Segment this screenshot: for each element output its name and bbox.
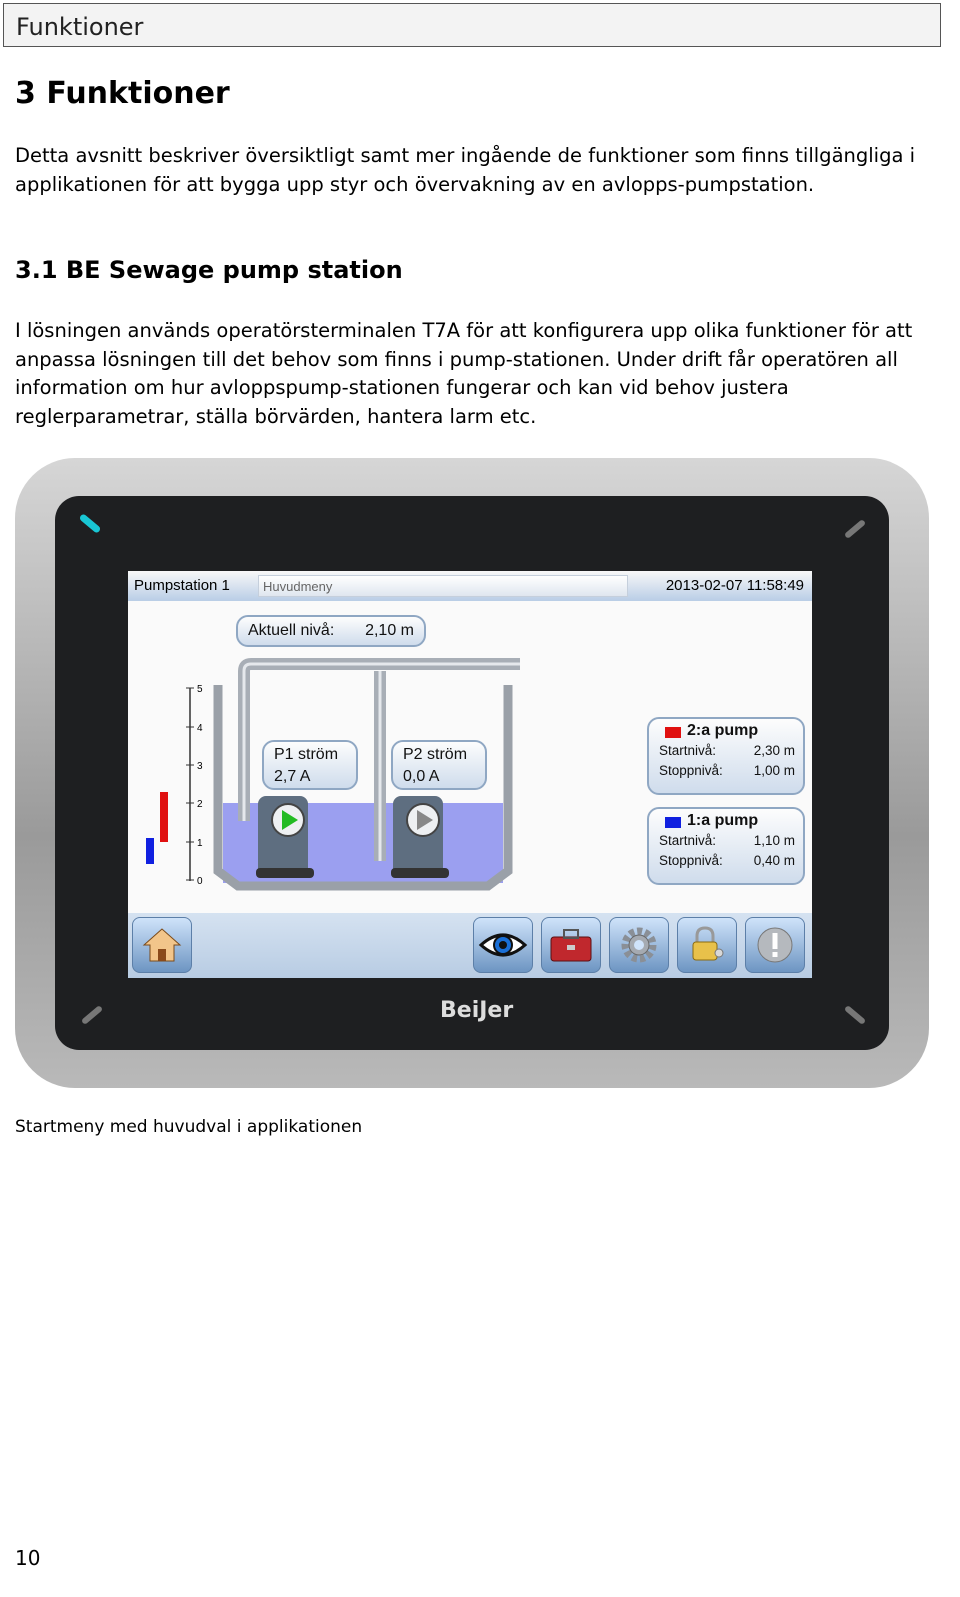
level-label: Aktuell nivå: (248, 622, 335, 639)
pump2-swatch (665, 727, 681, 738)
toolbox-icon (548, 927, 594, 963)
p1-label: P1 ström (274, 746, 339, 763)
p1-current (262, 740, 358, 790)
alarm-icon (755, 925, 795, 965)
home-icon (142, 925, 182, 965)
level-value: 2,10 m (365, 622, 414, 639)
page-number: 10 (15, 1546, 41, 1570)
chapter-title: 3 Funktioner (15, 76, 230, 111)
eye-icon (478, 925, 528, 965)
login-button[interactable] (677, 917, 737, 973)
page-header (3, 3, 941, 47)
section-paragraph: I lösningen används operatörsterminalen T7A för att konfigurera upp olika funktioner för att anpassa lösningen till det behov som finns i pump-stationen. Under drift får operatören all information om hur avloppspump-stationen fungerar och kan vid behov justera reglerparametrar, ställa börvärden, hantera larm etc. (15, 319, 913, 428)
alarm-button[interactable] (745, 917, 805, 973)
hmi-screen (128, 571, 812, 978)
bottom-toolbar (128, 913, 812, 978)
start-label: Startnivå: (659, 833, 717, 848)
stop-value: 0,40 m (753, 853, 795, 868)
gear-icon (619, 925, 659, 965)
section-title: 3.1 BE Sewage pump station (15, 256, 403, 284)
overview-button[interactable] (473, 917, 533, 973)
pump1-swatch (665, 817, 681, 828)
pump-1 (256, 796, 314, 878)
pump2-panel[interactable] (647, 717, 805, 795)
scale-tick: 1 (197, 838, 203, 849)
home-button[interactable] (132, 917, 192, 973)
stop-value: 1,00 m (753, 763, 795, 778)
settings-button[interactable] (609, 917, 669, 973)
datetime: 2013-02-07 11:58:49 (665, 577, 804, 594)
service-button[interactable] (541, 917, 601, 973)
pump1-title: 1:a pump (687, 812, 759, 829)
pump2-level-bar (160, 792, 168, 842)
brand-logo: BeiJer (440, 998, 514, 1023)
start-value: 2,30 m (753, 743, 795, 758)
p2-value: 0,0 A (403, 768, 440, 785)
scale-tick: 5 (197, 684, 203, 695)
scale-tick: 4 (197, 723, 203, 734)
scale-tick: 0 (197, 876, 203, 887)
pump1-panel[interactable] (647, 807, 805, 885)
pump1-level-bar (146, 838, 154, 864)
p2-current (391, 740, 487, 790)
intro-paragraph: Detta avsnitt beskriver översiktligt samt mer ingående de funktioner som finns tillgängliga i applikationen för att bygga upp styr och övervakning av en avlopps-pumpstation. (15, 144, 916, 196)
section-label: Funktioner (16, 13, 144, 41)
scale-tick: 2 (197, 799, 203, 810)
pump2-title: 2:a pump (687, 722, 759, 739)
stop-label: Stoppnivå: (659, 853, 723, 868)
stop-label: Stoppnivå: (659, 763, 723, 778)
p2-label: P2 ström (403, 746, 468, 763)
station-name: Pumpstation 1 (134, 577, 230, 594)
level-scale (186, 684, 203, 887)
start-label: Startnivå: (659, 743, 717, 758)
menu-name: Huvudmeny (258, 575, 628, 597)
start-value: 1,10 m (753, 833, 795, 848)
pump-2 (391, 796, 449, 878)
lock-icon (687, 925, 727, 965)
figure-caption: Startmeny med huvudval i applikationen (15, 1117, 363, 1137)
p1-value: 2,7 A (274, 768, 311, 785)
scale-tick: 3 (197, 761, 203, 772)
